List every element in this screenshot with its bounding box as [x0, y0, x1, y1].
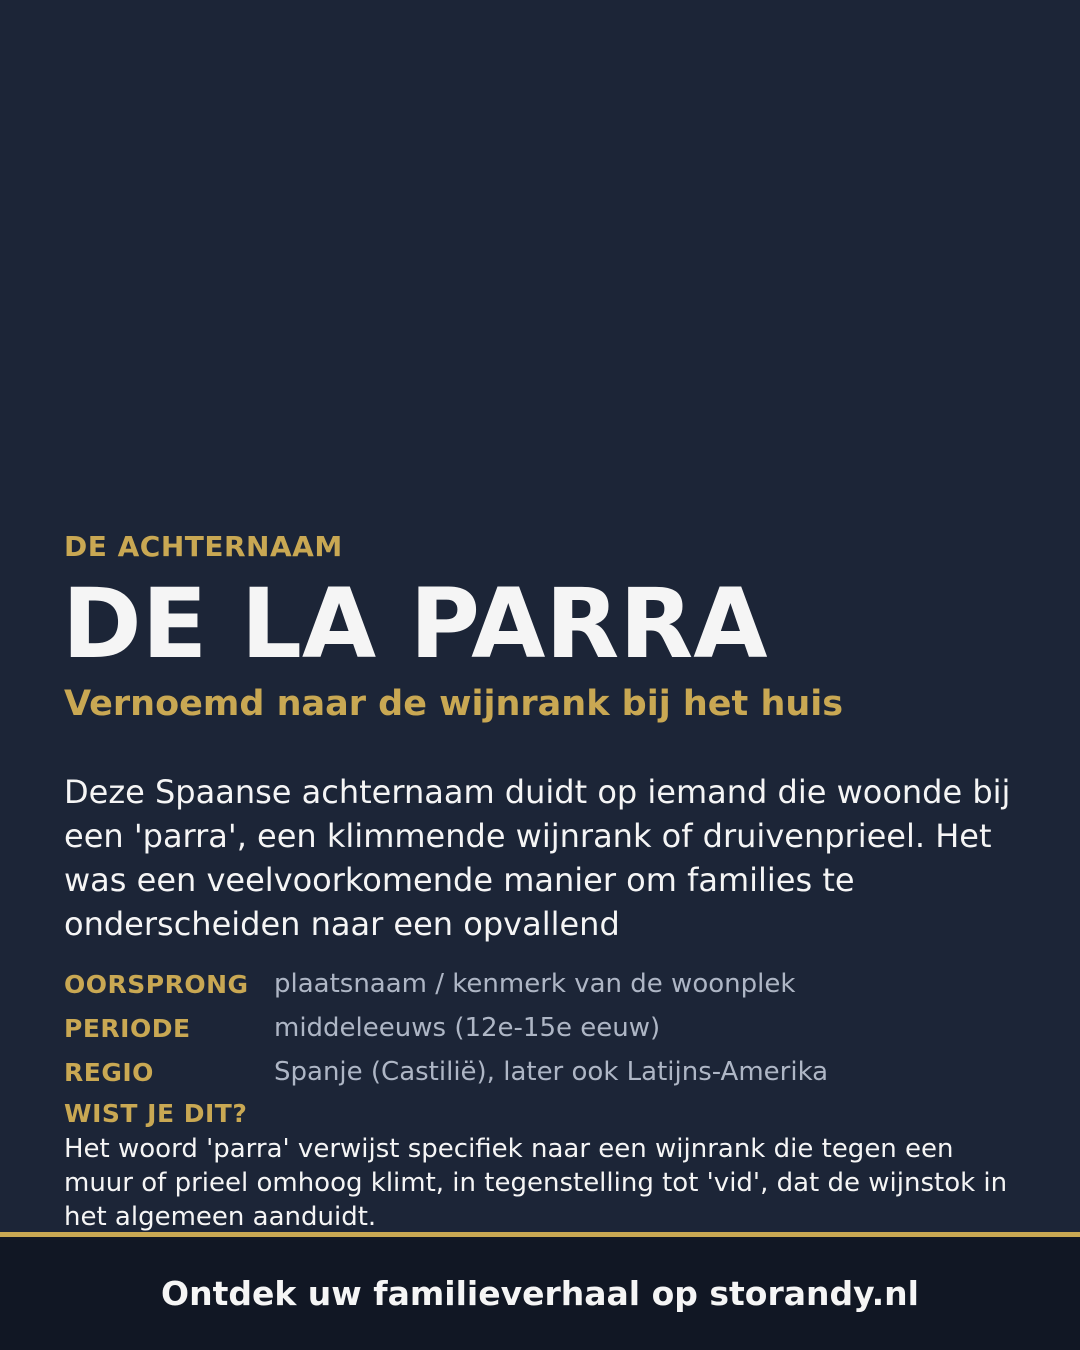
surname-subtitle: Vernoemd naar de wijnrank bij het huis — [64, 684, 844, 724]
trivia-label: WIST JE DIT? — [64, 1099, 248, 1128]
fact-label: PERIODE — [64, 1013, 191, 1043]
fact-label: OORSPRONG — [64, 969, 249, 999]
description-text: Deze Spaanse achternaam duidt op iemand die woonde bij een 'parra', een klimmende wijnrank of druivenprieel. Het was een veelvoorkomende manier om families te onderscheiden naar een opvallend — [64, 773, 1011, 943]
fact-label: REGIO — [64, 1057, 154, 1087]
fact-value: plaatsnaam / kenmerk van de woonplek — [274, 969, 796, 999]
surname-title: DE LA PARRA — [62, 568, 768, 680]
eyebrow-label: DE ACHTERNAAM — [64, 530, 343, 563]
fact-row-origin — [64, 962, 1024, 1006]
footer-banner — [0, 1237, 1080, 1350]
fact-value: Spanje (Castilië), later ook Latijns-Amerika — [274, 1057, 829, 1087]
facts-list — [64, 962, 1024, 1094]
fact-value: middeleeuws (12e-15e eeuw) — [274, 1013, 661, 1043]
footer-cta-text: Ontdek uw familieverhaal op storandy.nl — [161, 1274, 919, 1313]
trivia-text: Het woord 'parra' verwijst specifiek naar een wijnrank die tegen een muur of prieel omhoog klimt, in tegenstelling tot 'vid', dat de wijnstok in het algemeen aanduidt. — [64, 1134, 1008, 1232]
fact-row-period — [64, 1006, 1024, 1050]
fact-row-region — [64, 1050, 1024, 1094]
